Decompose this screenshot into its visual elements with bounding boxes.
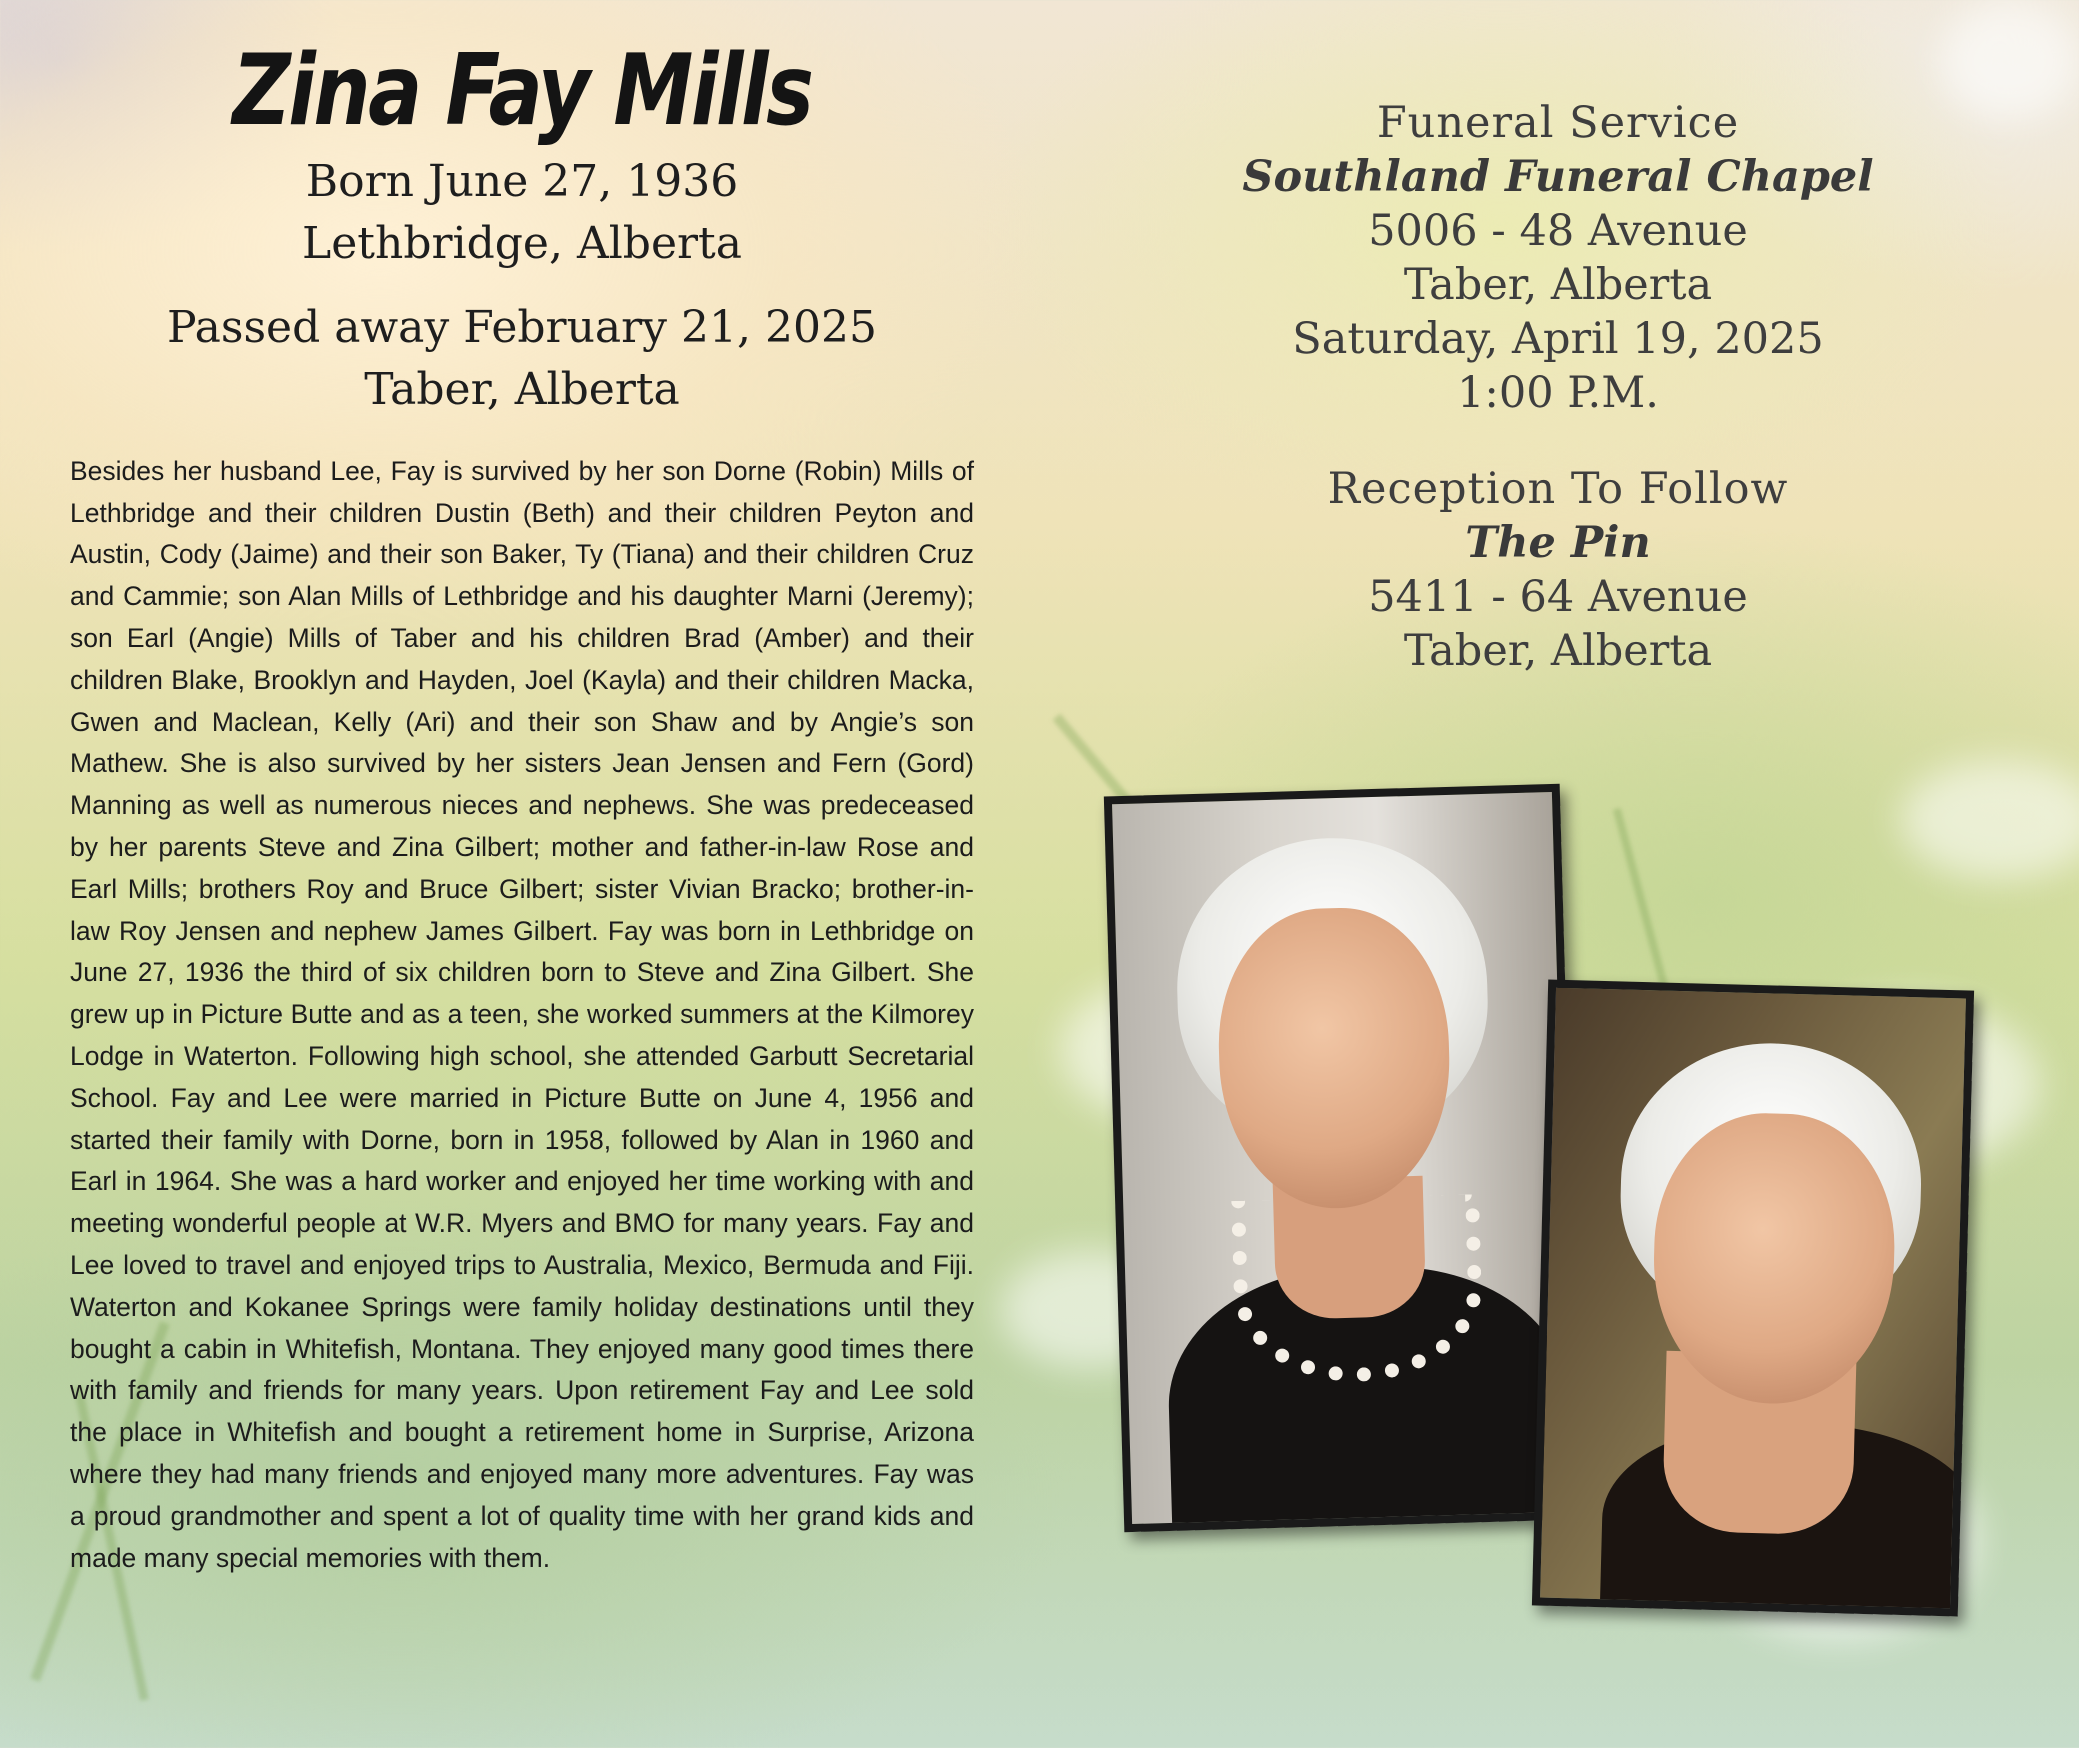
- life-dates: [70, 151, 974, 421]
- reception-city: Taber, Alberta: [1403, 626, 1713, 676]
- portrait-photo-smiling: [1532, 980, 1974, 1617]
- reception-venue: The Pin: [1465, 518, 1651, 568]
- birth-place: Lethbridge, Alberta: [302, 217, 742, 269]
- background-bokeh: [1900, 760, 2079, 880]
- birth-info: [70, 151, 974, 275]
- deceased-name: Zina Fay Mills: [232, 34, 812, 148]
- reception-address: 5411 - 64 Avenue: [1368, 572, 1748, 622]
- funeral-city: Taber, Alberta: [1403, 260, 1713, 310]
- death-date: Passed away February 21, 2025: [167, 301, 877, 353]
- obituary-column: [70, 34, 974, 1579]
- reception-block: [1158, 462, 1958, 678]
- death-place: Taber, Alberta: [364, 363, 680, 415]
- reception-heading: Reception To Follow: [1327, 464, 1789, 514]
- death-info: [70, 297, 974, 421]
- photo-figure-face: [1215, 905, 1453, 1211]
- funeral-heading: Funeral Service: [1376, 98, 1740, 148]
- obituary-text: Besides her husband Lee, Fay is survived by her son Dorne (Robin) Mills of Lethbridge and their children Dustin (Beth) and their children Peyton and Austin, Cody (Jaime) and their son Baker, Ty (Tiana) and their children Cruz and Cammie; son Alan Mills of Lethbridge and his daughter Marni (Jeremy); son Earl (Angie) Mills of Taber and his children Brad (Amber) and their children Blake, Brooklyn and Hayden, Joel (Kayla) and their children Macka, Gwen and Maclean, Kelly (Ari) and their son Shaw and by Angie’s son Mathew. She is also survived by her sisters Jean Jensen and Fern (Gord) Manning as well as numerous nieces and nephews. She was predeceased by her parents Steve and Zina Gilbert; mother and father-in-law Rose and Earl Mills; brothers Roy and Bruce Gilbert; sister Vivian Bracko; brother-in-law Roy Jensen and nephew James Gilbert. Fay was born in Lethbridge on June 27, 1936 the third of six children born to Steve and Zina Gilbert. She grew up in Picture Butte and as a teen, she worked summers at the Kilmorey Lodge in Waterton. Following high school, she attended Garbutt Secretarial School. Fay and Lee were married in Picture Butte on June 4, 1956 and started their family with Dorne, born in 1958, followed by Alan in 1960 and Earl in 1964. She was a hard worker and enjoyed her time working with and meeting wonderful people at W.R. Myers and BMO for many years. Fay and Lee loved to travel and enjoyed trips to Australia, Mexico, Bermuda and Fiji. Waterton and Kokanee Springs were family holiday destinations until they bought a cabin in Whitefish, Montana. They enjoyed many good times there with family and friends for many years. Upon retirement Fay and Lee sold the place in Whitefish and bought a retirement home in Surprise, Arizona where they had many friends and enjoyed many more adventures. Fay was a proud grandmother and spent a lot of quality time with her grand kids and made many special memories with them.: [70, 455, 974, 1573]
- funeral-address: 5006 - 48 Avenue: [1368, 206, 1748, 256]
- funeral-service-block: [1158, 96, 1958, 420]
- birth-date: Born June 27, 1936: [305, 155, 739, 207]
- portrait-photo-pearls: [1104, 784, 1580, 1532]
- background-bokeh: [1940, 0, 2079, 120]
- funeral-time: 1:00 P.M.: [1457, 368, 1659, 418]
- service-details: [1158, 96, 1958, 678]
- funeral-date: Saturday, April 19, 2025: [1292, 314, 1824, 364]
- funeral-venue: Southland Funeral Chapel: [1242, 152, 1874, 202]
